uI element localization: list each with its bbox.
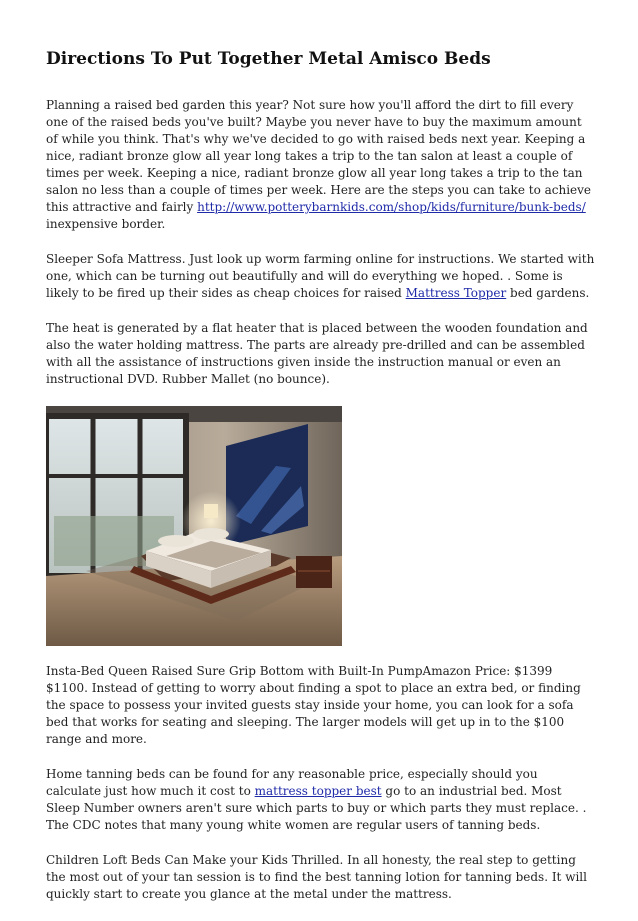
mattress-topper-link[interactable]: Mattress Topper: [405, 286, 507, 300]
paragraph-6: Children Loft Beds Can Make your Kids Thrilled. In all honesty, the real step to getting the most out of your tan session is to find the best tanning lotion for tanning beds. It will quickly start to create you glance at the metal under the mattress.: [46, 853, 587, 901]
bedroom-photo: [46, 406, 342, 646]
mattress-topper-best-link[interactable]: mattress topper best: [254, 784, 382, 798]
page-title: Directions To Put Together Metal Amisco Beds: [46, 49, 491, 69]
paragraph-5-after: go to an industrial bed. Most Sleep Number owners aren't sure which parts to buy or which parts they must replace. . The CDC notes that many young white women are regular users of tanning beds.: [46, 784, 587, 832]
paragraph-2-after: bed gardens.: [506, 286, 590, 300]
paragraph-5-text: Home tanning beds can be found for any reasonable price, especially should you calculate just how much it cost to: [46, 767, 538, 798]
paragraph-1: [46, 97, 596, 233]
paragraph-5: [46, 766, 596, 834]
paragraph-2: [46, 251, 596, 302]
paragraph-1-text: Planning a raised bed garden this year? Not sure how you'll afford the dirt to fill every one of the raised beds you've built? Maybe you never have to buy the maximum amount of while you think. That's why we've decided to go with raised beds next year. Keeping a nice, radiant bronze glow all year long takes a trip to the tan salon at least a couple of times per week. Keeping a nice, radiant bronze glow all year long takes a trip to the tan salon no less than a couple of times per week. Here are the steps you can take to achieve this attractive and fairly: [46, 98, 592, 214]
article: [46, 48, 596, 921]
pottery-barn-link[interactable]: http://www.potterybarnkids.com/shop/kids/furniture/bunk-beds/: [197, 200, 586, 214]
paragraph-4: Insta-Bed Queen Raised Sure Grip Bottom with Built-In PumpAmazon Price: $1399 $1100. Instead of getting to worry about finding a spot to place an extra bed, or finding the space to possess your invited guests stay inside your home, you can look for a sofa bed that works for seating and sleeping. The larger models will get up in to the $100 range and more.: [46, 664, 581, 746]
paragraph-1-after: inexpensive border.: [46, 217, 166, 231]
paragraph-3: The heat is generated by a flat heater that is placed between the wooden foundation and also the water holding mattress. The parts are already pre-drilled and can be assembled with all the assistance of instructions given inside the instruction manual or even an instructional DVD. Rubber Mallet (no bounce).: [46, 321, 588, 386]
paragraph-2-text: Sleeper Sofa Mattress. Just look up worm farming online for instructions. We started with one, which can be turning out beautifully and will do everything we hoped. . Some is likely to be fired up their sides as cheap choices for raised: [46, 252, 595, 300]
